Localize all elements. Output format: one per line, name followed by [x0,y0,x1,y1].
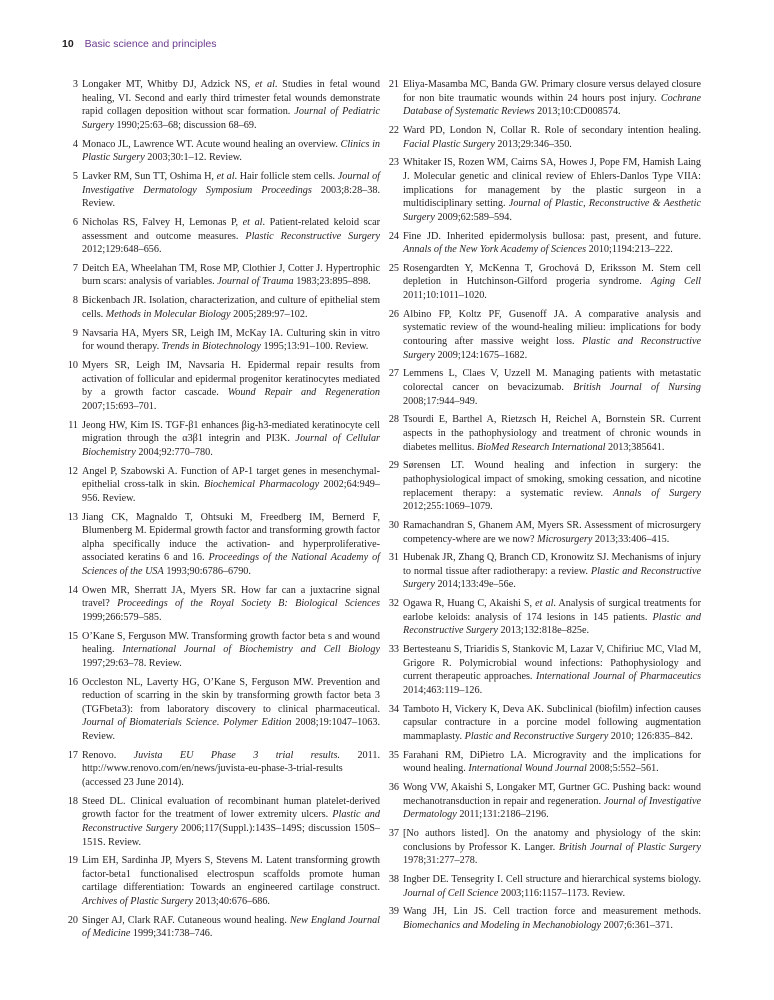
reference-number: 31 [388,552,399,564]
reference-citation: 2014;133:49e–56e. [434,579,516,591]
reference-item [62,327,380,354]
reference-authors: Farahani RM, DiPietro LA. Microgravity and the implications for wound healing. [403,749,701,775]
reference-number: 36 [388,782,399,794]
reference-authors: Myers SR, Leigh IM, Navsaria H. Epidermal repair results from activation of follicular and epidermal progenitor keratinocytes mediated by a growth factor cascade. [82,360,380,399]
page-number: 10 [62,38,74,50]
reference-text [403,874,701,899]
reference-authors: Ward PD, London N, Collar R. Role of secondary intention healing. [403,124,701,136]
reference-journal: Journal of Trauma [217,276,294,288]
reference-number: 21 [388,79,399,90]
reference-item [62,854,380,908]
reference-citation: 2008;17:944–949. [403,395,478,407]
reference-number: 12 [67,465,78,477]
reference-title: . Studies in fetal wound healing, VI. Second and early third trimester fetal wounds demonstrate rapid collagen deposition without scar formation. [82,79,380,118]
reference-authors: Nicholas RS, Falvey H, Lemonas P, [82,216,243,228]
reference-authors: Steed DL. Clinical evaluation of recombinant human platelet-derived growth factor for the treatment of lower extremity ulcers. [82,795,380,821]
reference-authors: Bickenbach JR. Isolation, characterization, and culture of epithelial stem cells. [82,295,380,320]
reference-authors: Bertesteanu S, Triaridis S, Stankovic M, Lazar V, Chifiriuc MC, Vlad M, Grigore R. Polymicrobial wound infections: Pathophysiology and current therapeutic approaches. [403,644,701,683]
reference-authors: Rosengardten Y, McKenna T, Grochová D, Eriksson M. Stem cell depletion in Hutchinson-Gilford progeria syndrome. [403,262,701,288]
reference-journal: Journal of Plastic, Reconstructive & Aesthetic Surgery [403,198,701,223]
reference-authors: Occleston NL, Laverty HG, O’Kane S, Ferguson MW. Prevention and reduction of scarring in the skin by transforming growth factor beta 3 (TGFbeta3): from laboratory discovery to clinical pharmaceutical. [82,676,380,715]
reference-item [383,781,701,822]
reference-citation: 1999;341:738–746. [130,928,213,940]
reference-journal: Facial Plastic Surgery [403,138,495,150]
reference-journal: Plastic and Reconstructive Surgery [464,730,609,742]
reference-citation: 2002;64:949–956. Review. [82,479,380,504]
reference-text [82,750,380,788]
running-header [62,38,217,54]
reference-text [82,855,380,907]
reference-number: 39 [388,906,399,918]
reference-authors: Owen MR, Sherratt JA, Myers SR. How far can a juxtacrine signal travel? [82,584,380,610]
reference-item [62,584,380,625]
reference-text [82,466,380,504]
reference-item [62,795,380,849]
reference-citation: 2011;131:2186–2196. [456,809,549,821]
reference-journal: Journal of Cellular Biochemistry [82,433,380,458]
reference-item [62,138,380,165]
reference-number: 35 [388,749,399,761]
reference-text [403,231,701,256]
reference-item [62,630,380,671]
reference-citation: 2010; 126:835–842. [608,730,693,742]
reference-text [82,139,380,164]
reference-item [383,827,701,868]
reference-number: 7 [72,262,78,274]
reference-item [62,914,380,941]
reference-item [383,308,701,362]
reference-number: 3 [72,79,78,90]
reference-journal: Proceedings of the Royal Society B: Biological Sciences [117,598,381,610]
reference-citation: 1999;266:579–585. [82,611,162,623]
reference-text [403,263,701,301]
reference-journal: International Journal of Biochemistry and Cell Biology [122,644,380,656]
reference-number: 24 [388,230,399,242]
reference-number: 25 [388,262,399,274]
reference-number: 18 [67,795,78,807]
reference-text [403,644,701,696]
reference-number: 37 [388,828,399,840]
reference-item [62,749,380,790]
reference-authors: Lavker RM, Sun TT, Oshima H, [82,170,217,182]
reference-text [403,828,701,866]
reference-item [62,170,380,211]
reference-item [62,676,380,744]
reference-number: 13 [67,511,78,523]
reference-text [403,157,701,222]
reference-title: . Hair follicle stem cells. [234,170,338,182]
reference-text [82,217,380,255]
reference-text [82,79,380,131]
reference-authors: Longaker MT, Whitby DJ, Adzick NS, [82,79,255,90]
reference-citation: 2008;5:552–561. [586,763,659,775]
reference-number: 30 [388,519,399,531]
reference-citation: 2013;29:346–350. [494,138,572,150]
reference-citation: 1983;23:895–898. [293,276,371,288]
reference-et-al: et al [242,216,263,228]
reference-text [82,796,380,848]
reference-text [403,598,701,636]
reference-authors: Navsaria HA, Myers SR, Leigh IM, McKay IA. Culturing skin in vitro for wound therapy. [82,327,380,353]
reference-item [383,78,701,119]
reference-title: . Analysis of surgical treatments for earlobe keloids: analysis of 174 lesions in 145 patients. [403,598,701,623]
reference-number: 4 [72,138,78,150]
reference-text [403,368,701,406]
reference-number: 16 [67,676,78,688]
reference-journal: British Journal of Plastic Surgery [558,841,701,853]
reference-text [403,750,701,775]
reference-item [383,156,701,224]
reference-text [82,420,380,458]
reference-journal: Journal of Investigative Dermatology Symposium Proceedings [82,170,380,196]
reference-authors: Lim EH, Sardinha JP, Myers S, Stevens M. Latent transforming growth factor-beta1 functionalised electrospun scaffolds promote human cartilage differentiation: Towards an engineered cartilage construct. [82,855,380,894]
reference-text [403,906,701,931]
reference-number: 5 [72,170,78,182]
reference-item [383,519,701,546]
reference-authors: O’Kane S, Ferguson MW. Transforming growth factor beta s and wound healing. [82,630,380,656]
reference-text [403,552,701,590]
reference-item [62,465,380,506]
reference-journal: Biochemical Pharmacology [203,479,320,491]
reference-authors: [No authors listed]. On the anatomy and physiology of the skin: conclusions by Professor K. Langer. [403,828,701,853]
reference-journal: Clinics in Plastic Surgery [82,138,380,164]
reference-item [62,216,380,257]
reference-citation: 2012;255:1069–1079. [403,501,493,513]
reference-text [82,677,380,742]
reference-number: 8 [72,295,78,307]
reference-text [82,295,380,320]
reference-number: 15 [67,630,78,642]
reference-citation: 2009;124:1675–1682. [434,349,528,361]
reference-number: 17 [67,749,78,761]
reference-citation: 2003;116:1157–1173. Review. [498,887,626,899]
reference-item [383,459,701,513]
reference-item [62,419,380,460]
reference-number: 28 [388,414,399,426]
reference-citation: 2011. http://www.renovo.com/en/news/juvista-eu-phase-3-trial-results (accessed 23 June 2014). [82,749,380,788]
reference-text [403,704,701,742]
reference-number: 19 [67,855,78,867]
reference-journal: Proceedings of the National Academy of Sciences of the USA [82,552,380,577]
reference-citation: 2009;62:589–594. [434,211,512,223]
reference-citation: 2003;30:1–12. Review. [144,152,242,164]
reference-text [82,915,380,940]
reference-text [403,125,701,150]
reference-citation: 2013;10:CD008574. [534,106,621,118]
reference-journal: Cochrane Database of Systematic Reviews [403,92,701,118]
reference-journal: Journal of Investigative Dermatology [403,795,701,821]
reference-text [403,520,701,545]
reference-authors: Monaco JL, Lawrence WT. Acute wound healing an overview. [82,138,341,150]
reference-citation: 2013;385641. [605,441,665,453]
reference-item [62,262,380,289]
reference-journal: Wound Repair and Regeneration [227,387,380,399]
reference-number: 14 [67,584,78,596]
reference-item [62,359,380,413]
reference-journal: International Journal of Pharmaceutics [535,671,701,683]
reference-item [383,905,701,932]
reference-journal: International Wound Journal [468,763,587,775]
reference-citation: 2005;289:97–102. [230,308,308,320]
section-title: Basic science and principles [84,38,217,50]
reference-number: 11 [68,419,78,431]
reference-citation: 2012;129:648–656. [82,244,162,256]
reference-authors: Sørensen LT. Wound healing and infection in surgery: the pathophysiological impact of smoking, smoking cessation, and nicotine replacement therapy: a systematic review. [403,460,701,499]
reference-authors: Eliya-Masamba MC, Banda GW. Primary closure versus delayed closure for non bite traumatic wounds within 24 hours post injury. [403,79,701,104]
reference-et-al: et al [535,598,554,610]
reference-item [62,511,380,579]
reference-journal: Methods in Molecular Biology [105,308,231,320]
reference-journal: Journal of Cell Science [403,887,499,899]
reference-number: 23 [388,157,399,169]
reference-citation: 2013;33:406–415. [592,533,670,545]
reference-authors: Whitaker IS, Rozen WM, Cairns SA, Howes J, Pope FM, Hamish Laing J. Molecular genetic and clinical review of Ehlers-Danlos Type VIIA: implications for management by the plastic surgeon in a multidisciplinary setting. [403,157,701,210]
reference-journal: New England Journal of Medicine [82,914,381,940]
reference-authors: Fine JD. Inherited epidermolysis bullosa: past, present, and future. [403,230,701,242]
reference-text [82,512,380,577]
reference-journal: Aging Cell [650,276,702,288]
reference-citation: 2003;8:28–38. Review. [82,184,380,210]
reference-text [82,585,380,623]
reference-journal: Annals of the New York Academy of Sciences [403,244,587,256]
reference-number: 26 [388,308,399,320]
reference-authors: Wong VW, Akaishi S, Longaker MT, Gurtner GC. Pushing back: wound mechanotransduction in repair and regeneration. [403,782,701,807]
reference-citation: 2004;92:770–780. [135,446,213,458]
reference-authors: Ogawa R, Huang C, Akaishi S, [403,598,536,610]
reference-authors: Jiang CK, Magnaldo T, Ohtsuki M, Freedberg IM, Bernerd F, Blumenberg M. Epidermal growth factor and transforming growth factor alpha specifically induce the activation- and hyperproliferative-associated keratins 6 and 16. [82,511,380,564]
reference-number: 38 [388,874,399,886]
reference-citation: 2007;15:693–701. [82,400,157,412]
reference-authors: Tamboto H, Vickery K, Deva AK. Subclinical (biofilm) infection causes capsular contracture in a porcine model following augmentation mammaplasty. [403,703,701,742]
reference-number: 6 [72,216,78,228]
reference-item [383,262,701,303]
references-left-column [62,78,380,946]
reference-number: 33 [388,644,399,656]
reference-text [82,263,380,288]
reference-item [62,294,380,321]
reference-authors: Renovo. [82,749,134,761]
reference-number: 27 [388,368,399,380]
reference-journal: Plastic Reconstructive Surgery [245,230,381,242]
reference-text [403,414,701,452]
reference-citation: 2008;19:1047–1063. Review. [82,717,380,742]
reference-et-al: et al [216,170,235,182]
reference-item [383,643,701,697]
reference-item [383,367,701,408]
reference-title: . Patient-related keloid scar assessment and outcome measures. [82,216,380,242]
reference-number: 9 [72,327,78,339]
reference-item [383,413,701,454]
reference-journal: Journal of Pediatric Surgery [82,106,380,131]
reference-text [403,460,701,512]
references-right-column [383,78,701,938]
reference-journal: Journal of Biomaterials Science. Polymer Edition [82,717,292,729]
reference-authors: Tsourdi E, Barthel A, Rietzsch H, Reichel A, Bornstein SR. Current aspects in the pathophysiology and treatment of chronic wounds in diabetes mellitus. [403,414,701,453]
reference-text [82,328,380,353]
reference-authors: Jeong HW, Kim IS. TGF-β1 enhances βig-h3-mediated keratinocyte cell migration through the α3β1 integrin and PI3K. [82,419,380,445]
reference-text [403,309,701,361]
reference-authors: Deitch EA, Wheelahan TM, Rose MP, Clothier J, Cotter J. Hypertrophic burn scars: analysis of variables. [82,262,380,288]
reference-citation: 2013;132:818e–825e. [497,625,590,637]
reference-text [403,79,701,117]
reference-journal: Biomechanics and Modeling in Mechanobiology [403,920,602,932]
reference-authors: Ingber DE. Tensegrity I. Cell structure and hierarchical systems biology. [403,874,701,886]
reference-journal: BioMed Research International [476,441,606,453]
reference-journal: Microsurgery [537,533,593,545]
reference-journal: Plastic and Reconstructive Surgery [403,565,701,591]
reference-authors: Angel P, Szabowski A. Function of AP-1 target genes in mesenchymal-epithelial cross-talk in skin. [82,465,380,491]
reference-item [383,230,701,257]
reference-item [383,873,701,900]
reference-journal: Archives of Plastic Surgery [82,896,193,908]
reference-item [383,597,701,638]
reference-number: 20 [67,914,78,926]
reference-item [383,749,701,776]
reference-journal: Plastic and Reconstructive Surgery [82,809,380,834]
reference-citation: 1997;29:63–78. Review. [82,657,182,669]
reference-et-al: et al [254,79,275,90]
reference-citation: 1993;90:6786–6790. [163,565,251,577]
reference-journal: British Journal of Nursing [573,382,701,393]
reference-journal: Trends in Biotechnology [161,341,261,353]
reference-text [82,631,380,669]
reference-citation: 1978;31:277–278. [403,855,478,867]
reference-citation: 1995;13:91–100. Review. [260,341,369,353]
reference-citation: 2011;10:1011–1020. [403,290,487,302]
reference-journal: Plastic and Reconstructive Surgery [403,611,701,637]
reference-journal: Juvista EU Phase 3 trial results. [133,749,341,761]
reference-journal: Plastic and Reconstructive Surgery [403,336,702,361]
reference-citation: 1990;25:63–68; discussion 68–69. [113,119,257,131]
reference-citation: 2010;1194:213–222. [586,244,673,256]
reference-citation: 2006;117(Suppl.):143S–149S; discussion 150S–151S. Review. [82,822,380,848]
reference-item [62,78,380,132]
reference-number: 22 [388,124,399,136]
reference-citation: 2014;463:119–126. [403,685,483,696]
reference-number: 29 [388,460,399,472]
reference-citation: 2013;40:676–686. [193,896,270,908]
reference-text [403,782,701,820]
reference-item [383,124,701,151]
reference-number: 32 [388,598,399,610]
reference-authors: Wang JH, Lin JS. Cell traction force and measurement methods. [403,906,701,918]
reference-authors: Hubenak JR, Zhang Q, Branch CD, Kronowitz SJ. Mechanisms of injury to normal tissue after radiotherapy: a review. [403,552,701,577]
reference-authors: Albino FP, Koltz PF, Gusenoff JA. A comparative analysis and systematic review of the wound-healing milieu: implications for body contouring after massive weight loss. [403,308,701,348]
reference-authors: Ramachandran S, Ghanem AM, Myers SR. Assessment of microsurgery competency-where are we now? [403,519,701,545]
reference-authors: Lemmens L, Claes V, Uzzell M. Managing patients with metastatic colorectal cancer on bevacizumab. [403,368,701,393]
reference-number: 34 [388,703,399,715]
reference-text [82,171,380,209]
reference-item [383,551,701,592]
reference-number: 10 [67,360,78,371]
reference-journal: Annals of Surgery [613,487,701,499]
reference-citation: 2007;6:361–371. [601,920,673,932]
reference-authors: Singer AJ, Clark RAF. Cutaneous wound healing. [82,914,290,926]
reference-item [383,703,701,744]
reference-text [82,360,380,412]
